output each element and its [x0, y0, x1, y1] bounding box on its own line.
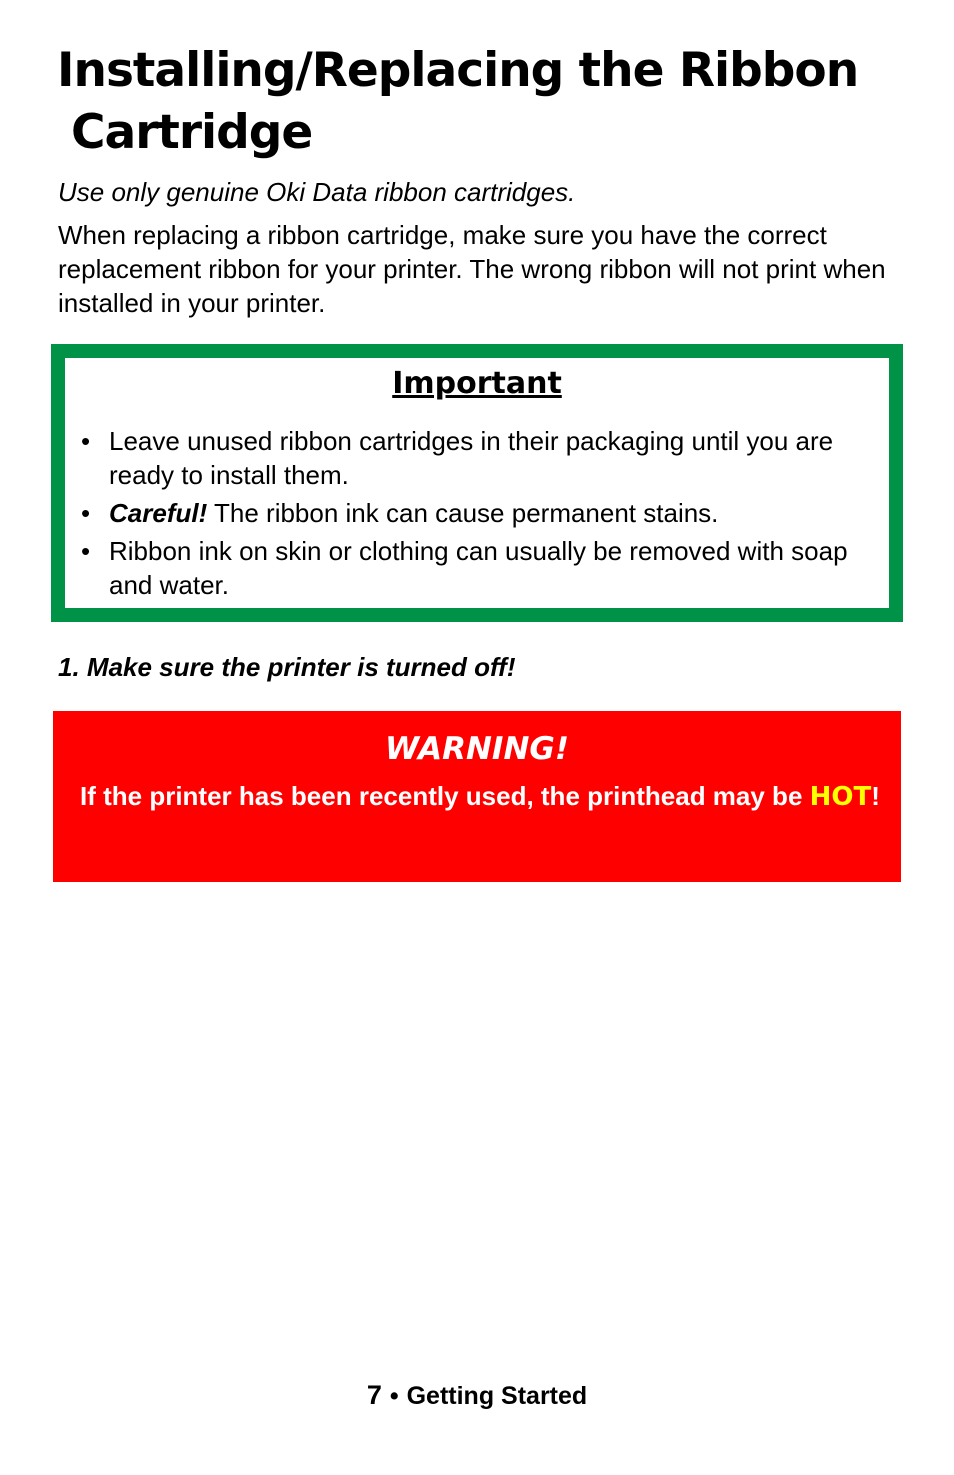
list-item-text: Ribbon ink on skin or clothing can usually be removed with soap and water. — [109, 536, 848, 600]
subtitle: Use only genuine Oki Data ribbon cartridges. — [58, 177, 576, 207]
page-footer — [0, 1378, 954, 1413]
hot-emphasis: HOT — [809, 782, 872, 812]
warning-text-main: If the printer has been recently used, the printhead may be — [80, 781, 810, 811]
important-heading: Important — [392, 366, 562, 401]
page-number: 7 — [366, 1380, 382, 1410]
warning-text-end: ! — [871, 781, 880, 811]
warning-text — [80, 779, 890, 814]
careful-emphasis: Careful! — [109, 498, 208, 528]
important-list — [81, 424, 871, 606]
list-item — [81, 424, 871, 492]
footer-separator: • — [389, 1382, 399, 1410]
list-item — [81, 496, 871, 530]
list-item — [81, 534, 871, 602]
footer-section-name: Getting Started — [406, 1382, 588, 1410]
list-item-text: The ribbon ink can cause permanent stains. — [207, 498, 719, 528]
list-item-text: Leave unused ribbon cartridges in their packaging until you are ready to install them. — [109, 426, 834, 490]
important-notice-box — [51, 344, 903, 622]
warning-box — [53, 711, 901, 882]
bullet-icon: • — [81, 498, 91, 528]
warning-heading: WARNING! — [385, 731, 569, 767]
bullet-icon: • — [81, 426, 91, 456]
page-title-line-2: Cartridge — [71, 105, 313, 160]
intro-paragraph: When replacing a ribbon cartridge, make sure you have the correct replacement ribbon for your printer. The wrong ribbon will not print when installed in your printer. — [58, 220, 886, 318]
page-title-line-1: Installing/Replacing the Ribbon — [57, 43, 859, 98]
page-title — [57, 40, 917, 164]
bullet-icon: • — [81, 536, 91, 566]
step-1: 1. Make sure the printer is turned off! — [58, 652, 516, 682]
